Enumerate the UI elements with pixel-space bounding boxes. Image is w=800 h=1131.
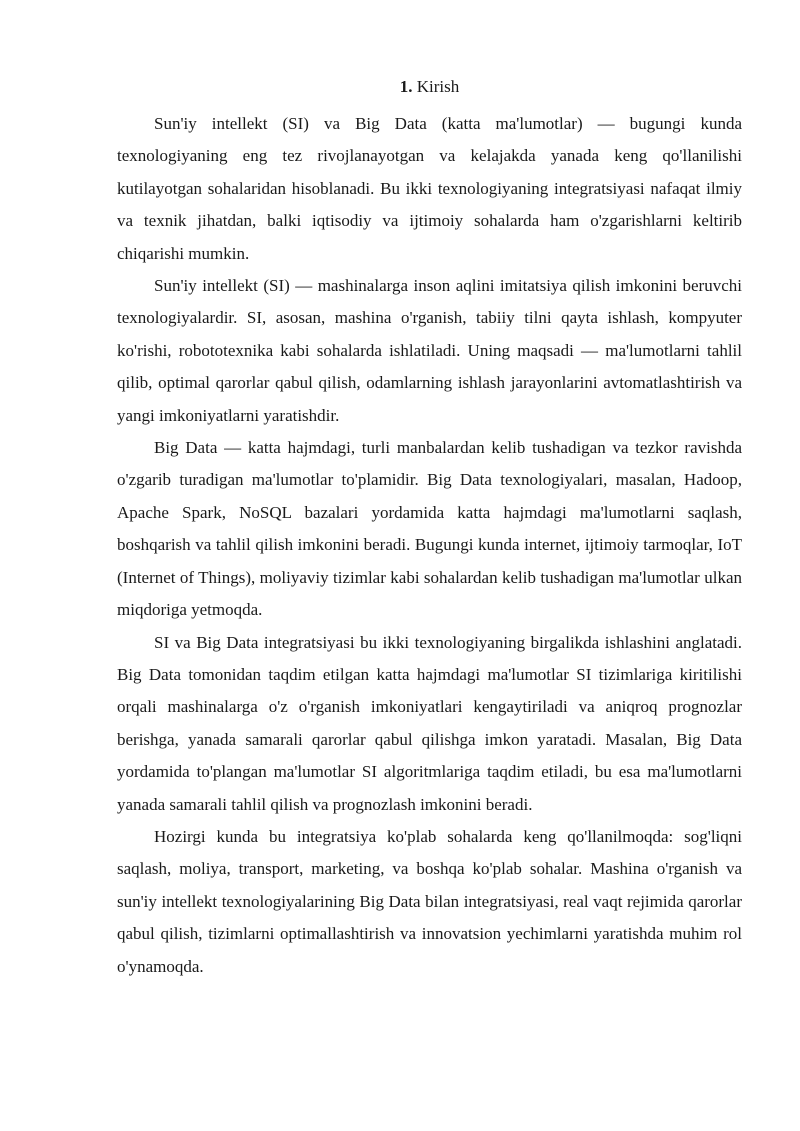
paragraph-5: Hozirgi kunda bu integratsiya ko'plab sohalarda keng qo'llanilmoqda: sog'liqni saqlash, moliya, transport, marketing, va boshqa ko'plab sohalar. Mashina o'rganish va sun'iy intellekt texnologiyalarining Big Data bilan integratsiyasi, real vaqt rejimida qarorlar qabul qilish, tizimlarni optimallashtirish va innovatsion yechimlarni yaratishda muhim rol o'ynamoqda. [117, 826, 742, 976]
paragraph-2: Sun'iy intellekt (SI) — mashinalarga inson aqlini imitatsiya qilish imkonini beruvchi texnologiyalardir. SI, asosan, mashina o'rganish, tabiiy tilni qayta ishlash, kompyuter ko'rishi, robototexnika kabi sohalarda ishlatiladi. Uning maqsadi — ma'lumotlarni tahlil qilib, optimal qarorlar qabul qilish, odamlarning ishlash jarayonlarini avtomatlashtirish va yangi imkoniyatlarni yaratishdir. [117, 276, 742, 425]
section-heading [117, 76, 742, 98]
paragraph-3: Big Data — katta hajmdagi, turli manbalardan kelib tushadigan va tezkor ravishda o'zgarib turadigan ma'lumotlar to'plamidir. Big Data texnologiyalari, masalan, Hadoop, Apache Spark, NoSQL bazalari yordamida katta hajmdagi ma'lumotlarni saqlash, boshqarish va tahlil qilish imkonini beradi. Bugungi kunda internet, ijtimoiy tarmoqlar, IoT (Internet of Things), moliyaviy tizimlar kabi sohalardan kelib tushadigan ma'lumotlar ulkan miqdoriga yetmoqda. [117, 438, 742, 620]
section-number: 1. [399, 77, 413, 96]
section-title: Kirish [416, 77, 460, 96]
paragraph-4: SI va Big Data integratsiyasi bu ikki texnologiyaning birgalikda ishlashini anglatadi. Big Data tomonidan taqdim etilgan katta hajmdagi ma'lumotlar SI tizimlariga kiritilishi orqali mashinalarga o'z o'rganish imkoniyatlari kengaytiriladi va aniqroq prognozlar berishga, yanada samarali qarorlar qabul qilishga imkon yaratadi. Masalan, Big Data yordamida to'plangan ma'lumotlar SI algoritmlariga taqdim etiladi, bu esa ma'lumotlarni yanada samarali tahlil qilish va prognozlash imkonini beradi. [117, 632, 742, 814]
document-body [117, 76, 742, 983]
paragraph-1: Sun'iy intellekt (SI) va Big Data (katta ma'lumotlar) — bugungi kunda texnologiyaning eng tez rivojlanayotgan va kelajakda yanada keng qo'llanilishi kutilayotgan sohalaridan hisoblanadi. Bu ikki texnologiyaning integratsiyasi nafaqat ilmiy va texnik jihatdan, balki iqtisodiy va ijtimoiy sohalarda ham o'zgarishlarni keltirib chiqarishi mumkin. [117, 114, 742, 263]
